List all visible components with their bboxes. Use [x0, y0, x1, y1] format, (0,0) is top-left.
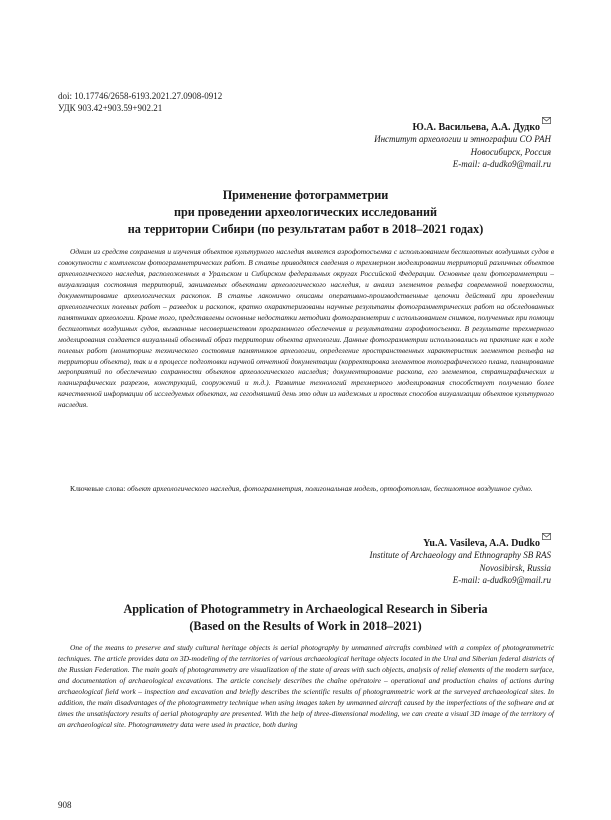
title-ru: [40, 187, 571, 238]
authors-ru-text: Ю.А. Васильева, А.А. Дудко: [412, 122, 540, 133]
keywords-list: объект археологического наследия, фотограмметрия, полигональная модель, ортофотоплан, беспилотное воздушное судно.: [127, 484, 533, 493]
doi: doi: 10.17746/2658-6193.2021.27.0908-0912: [58, 91, 223, 101]
city-en: Novosibirsk, Russia: [479, 562, 551, 573]
keywords-ru: [58, 484, 554, 495]
envelope-icon: [542, 533, 551, 540]
institute-en: Institute of Archaeology and Ethnography SB RAS: [369, 550, 551, 560]
envelope-icon: [542, 117, 551, 124]
abstract-en: One of the means to preserve and study cultural heritage objects is aerial photography by unmanned aircrafts combined with a complex of photogrammetric techniques. The article provides data on 3D-modeling of the territories of various archaeological heritage objects located in the Ural and Siberian federal districts of the Russian Federation. The main goals of photogrammetry are visualization of the state of areas with such objects, analysis of relief elements of the modern surface, and documentation of archaeological excavations. The article concisely describes the chaîne opératoire – operational and production chains of actions during archaeological field work – inspection and excavation and briefly describes the scientific results of photogrammetric work at the surveyed archaeological sites. In addition, the main disadvantages of the photogrammetry technique when using images taken by unmanned aircraft caused by the imperfections of the software and at times the unsatisfactory results of aerial photography are presented. With the help of three-dimensional modeling, we can create a visual 3D image of the territory of an archaeological site. Photogrammetry data were used in practice, both during: [58, 643, 554, 729]
authors-ru: [413, 117, 551, 133]
title-en: [40, 601, 571, 635]
institute-ru: Институт археологии и этнографии СО РАН: [374, 134, 551, 144]
authors-en-text: Yu.A. Vasileva, A.A. Dudko: [423, 538, 540, 549]
article-meta: [58, 90, 222, 114]
title-ru-line: на территории Сибири (по результатам работ в 2018–2021 годах): [127, 222, 484, 236]
keywords-label: Ключевые слова:: [70, 484, 126, 493]
email-en: E-mail: a-dudko9@mail.ru: [452, 575, 551, 585]
udc-code: УДК 903.42+903.59+902.21: [58, 103, 163, 113]
title-en-line: Application of Photogrammetry in Archaeological Research in Siberia: [123, 602, 488, 616]
city-ru: Новосибирск, Россия: [470, 146, 551, 157]
affiliation-en: [370, 549, 551, 587]
email-ru: E-mail: a-dudko9@mail.ru: [452, 159, 551, 169]
title-ru-line: при проведении археологических исследований: [173, 205, 438, 219]
abstract-ru: Одним из средств сохранения и изучения объектов культурного наследия является аэрофотосъемка с использованием беспилотных воздушных судов в совокупности с комплексом фотограмметрических работ. В статье приводятся сведения о трехмерном моделировании территорий различных объектов археологического наследия, расположенных в Уральском и Сибирском федеральных округах Российской Федерации. Основные цели фотограмметрии – визуализация состояния территорий, занимаемых объектами археологического наследия, и анализ элементов рельефа современной поверхности, документирование археологических раскопок. В статье лаконично описаны оперативно-производственные цепочки действий при проведении археологических полевых работ – разведок и раскопок, кратко охарактеризованы научные результаты фотограмметрических работ на обследованных памятниках археологии. Кроме того, представлены основные недостатки методики фотограмметрии с использованием снимков, полученных при помощи беспилотных воздушных судов, вызванные несовершенством программного обеспечения и результатами аэрофотосъемки. В результате трехмерного моделирования создается визуальный объемный образ территории объекта археологии. Данные фотограмметрии использовались на практике как в ходе полевых работ (мониторинг технического состояния памятников археологии, определение пространственных характеристик элементов рельефа на территории объекта), так и в процессе подготовки научной отчетной документации (корректировка элементов топографического плана, планирование мероприятий по обеспечению сохранности объектов археологического наследия; документирование раскопа, его элементов, стратиграфических и планиграфических разрезов, конструкций, сооружений и т.д.). Развитие технологий трехмерного моделирования способствует получению более качественной информации об исследуемых объектах, на сегодняшний день это один из надежных и простых способов визуализации объектов культурного наследия.: [58, 247, 554, 410]
page-number: 908: [58, 800, 72, 810]
authors-en: [423, 533, 551, 549]
affiliation-ru: [374, 133, 551, 171]
title-ru-line: Применение фотограмметрии: [222, 188, 389, 202]
title-en-line: (Based on the Results of Work in 2018–2021): [189, 619, 422, 633]
